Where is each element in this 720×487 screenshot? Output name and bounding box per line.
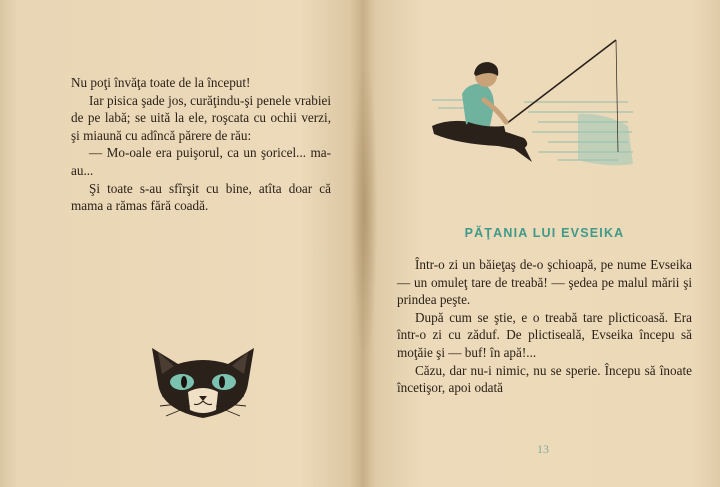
paragraph: Nu poţi învăţa toate de la început!: [71, 75, 251, 90]
page-number: 13: [537, 442, 549, 456]
paragraph: Şi toate s-au sfîrşit cu bine, atîta doar că mama a rămas fără coadă.: [71, 180, 331, 214]
boy: [432, 62, 532, 162]
right-page-text: [397, 256, 692, 397]
cat-face-icon: [148, 344, 258, 424]
paragraph: Într-o zi un băieţaş de-o şchioapă, pe nume Evseika — un omuleţ tare de treabă! — şedea pe malul mării şi prindea peşte.: [397, 257, 692, 308]
gutter-shadow: [352, 60, 378, 360]
story-title: PĂŢANIA LUI EVSEIKA: [464, 226, 625, 240]
cat-head: [152, 348, 254, 418]
paragraph: Iar pisica şade jos, curăţindu-şi penele vrabiei de pe labă; se uită la ele, roşcata cu ochii verzi, şi miaună cu adîncă părere de rău:: [71, 92, 331, 143]
left-page-text: [71, 74, 331, 215]
boy-fishing-illustration: [428, 34, 643, 174]
paragraph: După cum se ştie, e o treabă tare plicticoasă. Era într-o zi cu zăduf. De plictiseală, Evseika începu să moţăie şi — buf! în apă!...: [397, 309, 692, 360]
paragraph: — Mo-oale era puişorul, ca un şoricel... ma-au...: [71, 145, 331, 178]
paragraph: Căzu, dar nu-i nimic, nu se sperie. Începu să înoate încetişor, apoi odată: [397, 362, 692, 396]
